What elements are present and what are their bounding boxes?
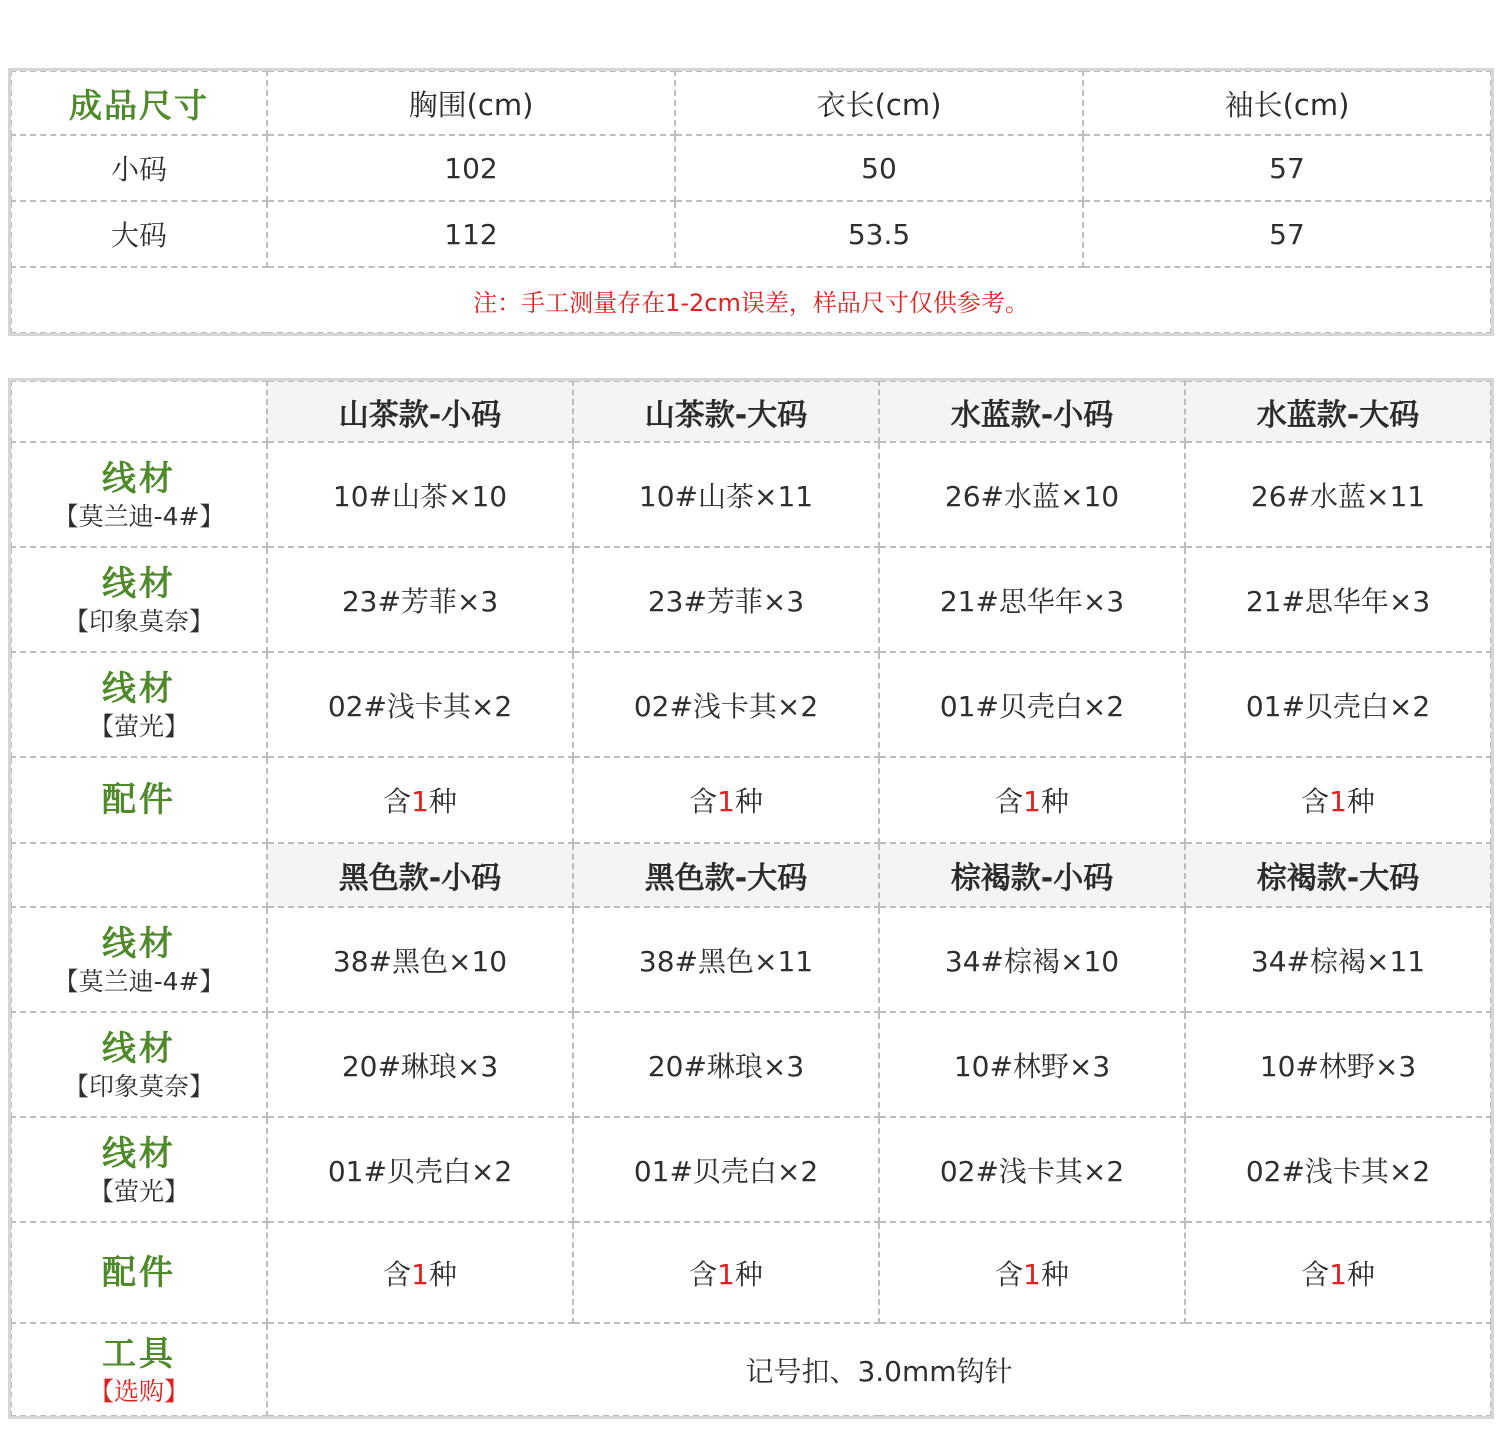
row-label-sub: 【莫兰迪-4#】 <box>53 501 225 531</box>
material-value: 01#贝壳白×2 <box>879 652 1185 757</box>
row-label <box>11 907 267 1012</box>
accessory-value <box>879 757 1185 843</box>
row-label <box>11 547 267 652</box>
accessory-prefix: 含 <box>995 785 1024 818</box>
material-value: 10#林野×3 <box>1185 1012 1491 1117</box>
material-value: 02#浅卡其×2 <box>1185 1117 1491 1222</box>
accessory-count: 1 <box>1023 785 1041 818</box>
material-value: 10#山茶×11 <box>573 442 879 547</box>
size-value: 50 <box>675 135 1083 201</box>
accessory-value <box>573 757 879 843</box>
material-value: 34#棕褐×10 <box>879 907 1185 1012</box>
column-sleeve: 袖长(cm) <box>1083 71 1491 135</box>
accessory-count: 1 <box>717 785 735 818</box>
row-label-main: 线材 <box>102 458 176 499</box>
material-value: 21#思华年×3 <box>1185 547 1491 652</box>
accessory-prefix: 含 <box>383 785 412 818</box>
row-label-main: 线材 <box>102 1028 176 1069</box>
variant-heading: 棕褐款-大码 <box>1185 843 1491 907</box>
row-label-sub: 【选购】 <box>88 1376 189 1406</box>
accessory-suffix: 种 <box>1346 1257 1375 1291</box>
material-value: 23#芳菲×3 <box>267 547 573 652</box>
accessory-count: 1 <box>411 1257 429 1291</box>
variant-heading: 黑色款-小码 <box>267 843 573 907</box>
material-value: 01#贝壳白×2 <box>573 1117 879 1222</box>
accessory-value <box>267 757 573 843</box>
material-value: 34#棕褐×11 <box>1185 907 1491 1012</box>
row-label-sub: 【印象莫奈】 <box>63 606 214 636</box>
yarn-row <box>11 1012 1491 1117</box>
accessory-suffix: 种 <box>1346 785 1375 818</box>
row-label <box>11 1222 267 1323</box>
accessory-prefix: 含 <box>689 785 718 818</box>
variant-heading: 水蓝款-大码 <box>1185 381 1491 442</box>
variant-heading: 山茶款-小码 <box>267 381 573 442</box>
accessory-value <box>1185 1222 1491 1323</box>
column-length: 衣长(cm) <box>675 71 1083 135</box>
yarn-row <box>11 652 1491 757</box>
row-label-sub: 【萤光】 <box>88 711 189 741</box>
material-value: 21#思华年×3 <box>879 547 1185 652</box>
yarn-row <box>11 547 1491 652</box>
material-value: 02#浅卡其×2 <box>879 1117 1185 1222</box>
material-value: 10#林野×3 <box>879 1012 1185 1117</box>
accessory-suffix: 种 <box>734 1257 763 1291</box>
accessory-prefix: 含 <box>1301 1257 1330 1291</box>
material-value: 20#琳琅×3 <box>267 1012 573 1117</box>
size-value: 57 <box>1083 201 1491 267</box>
row-label-main: 工具 <box>102 1333 176 1374</box>
accessory-value <box>267 1222 573 1323</box>
variant-header-row <box>11 843 1491 907</box>
accessory-suffix: 种 <box>1040 785 1069 818</box>
row-label-sub: 【莫兰迪-4#】 <box>53 966 225 996</box>
variant-heading: 黑色款-大码 <box>573 843 879 907</box>
size-table-title: 成品尺寸 <box>11 71 267 135</box>
material-value: 38#黑色×10 <box>267 907 573 1012</box>
material-value: 23#芳菲×3 <box>573 547 879 652</box>
row-label-main: 配件 <box>102 1252 176 1293</box>
material-value: 10#山茶×10 <box>267 442 573 547</box>
row-label <box>11 442 267 547</box>
row-label <box>11 652 267 757</box>
accessory-row <box>11 1222 1491 1323</box>
accessory-suffix: 种 <box>1040 1257 1069 1291</box>
accessory-prefix: 含 <box>1301 785 1330 818</box>
row-label <box>11 1323 267 1416</box>
size-note-row <box>11 267 1491 333</box>
size-value: 102 <box>267 135 675 201</box>
row-label-sub: 【印象莫奈】 <box>63 1071 214 1101</box>
size-value: 112 <box>267 201 675 267</box>
accessory-count: 1 <box>411 785 429 818</box>
row-label-main: 线材 <box>102 1133 176 1174</box>
row-label-main: 配件 <box>102 780 176 820</box>
yarn-row <box>11 442 1491 547</box>
accessory-value <box>1185 757 1491 843</box>
accessory-count: 1 <box>1023 1257 1041 1291</box>
accessory-suffix: 种 <box>428 1257 457 1291</box>
accessory-value <box>573 1222 879 1323</box>
column-chest: 胸围(cm) <box>267 71 675 135</box>
accessory-count: 1 <box>1329 1257 1347 1291</box>
variant-heading: 山茶款-大码 <box>573 381 879 442</box>
row-label-main: 线材 <box>102 923 176 964</box>
measurement-note: 注：手工测量存在1-2cm误差，样品尺寸仅供参考。 <box>11 267 1491 333</box>
accessory-count: 1 <box>1329 785 1347 818</box>
accessory-row <box>11 757 1491 843</box>
material-value: 01#贝壳白×2 <box>1185 652 1491 757</box>
accessory-prefix: 含 <box>689 1257 718 1291</box>
material-value: 20#琳琅×3 <box>573 1012 879 1117</box>
size-row-small <box>11 135 1491 201</box>
header-corner <box>11 381 267 442</box>
tools-row <box>11 1323 1491 1416</box>
yarn-row <box>11 1117 1491 1222</box>
variant-heading: 棕褐款-小码 <box>879 843 1185 907</box>
size-row-large <box>11 201 1491 267</box>
row-label-main: 线材 <box>102 668 176 709</box>
variant-heading: 水蓝款-小码 <box>879 381 1185 442</box>
size-table <box>10 70 1492 334</box>
variant-header-row <box>11 381 1491 442</box>
materials-table <box>10 380 1492 1417</box>
material-value: 38#黑色×11 <box>573 907 879 1012</box>
size-label: 大码 <box>11 201 267 267</box>
accessory-suffix: 种 <box>734 785 763 818</box>
size-label: 小码 <box>11 135 267 201</box>
yarn-row <box>11 907 1491 1012</box>
size-value: 53.5 <box>675 201 1083 267</box>
accessory-prefix: 含 <box>995 1257 1024 1291</box>
row-label-sub: 【萤光】 <box>88 1176 189 1206</box>
size-value: 57 <box>1083 135 1491 201</box>
material-value: 26#水蓝×10 <box>879 442 1185 547</box>
accessory-value <box>879 1222 1185 1323</box>
accessory-count: 1 <box>717 1257 735 1291</box>
material-value: 01#贝壳白×2 <box>267 1117 573 1222</box>
row-label <box>11 1117 267 1222</box>
material-value: 02#浅卡其×2 <box>573 652 879 757</box>
accessory-prefix: 含 <box>383 1257 412 1291</box>
size-header-row <box>11 71 1491 135</box>
row-label <box>11 1012 267 1117</box>
accessory-suffix: 种 <box>428 785 457 818</box>
material-value: 26#水蓝×11 <box>1185 442 1491 547</box>
header-corner <box>11 843 267 907</box>
row-label-main: 线材 <box>102 563 176 604</box>
row-label <box>11 757 267 843</box>
tools-value: 记号扣、3.0mm钩针 <box>267 1323 1491 1416</box>
material-value: 02#浅卡其×2 <box>267 652 573 757</box>
